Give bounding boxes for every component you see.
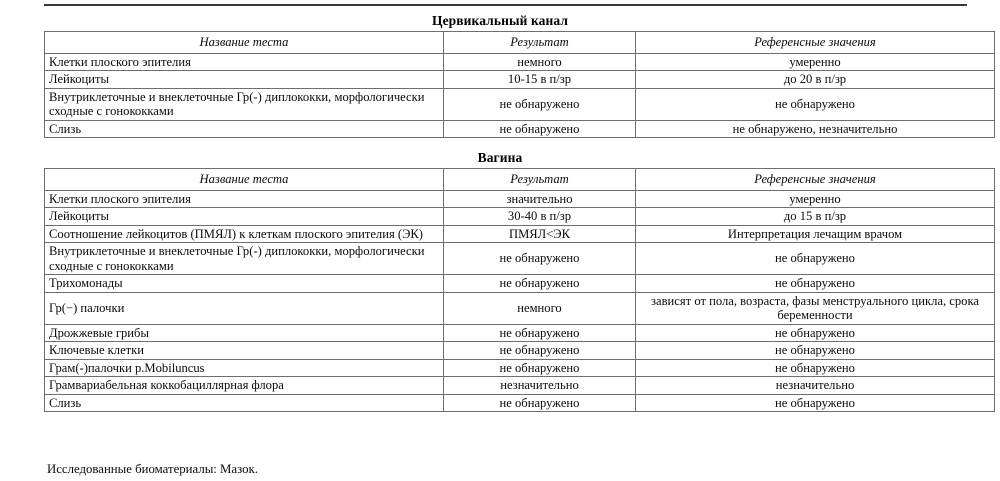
cell-result: не обнаружено [444, 275, 636, 293]
table-row [45, 53, 995, 71]
cell-result: не обнаружено [444, 394, 636, 412]
table-header-row [45, 32, 995, 54]
cell-reference: незначительно [636, 377, 995, 395]
cell-result: не обнаружено [444, 359, 636, 377]
cell-test-name: Дрожжевые грибы [45, 324, 444, 342]
cell-reference: не обнаружено [636, 324, 995, 342]
column-header-result: Результат [444, 32, 636, 54]
cell-result: не обнаружено [444, 243, 636, 275]
cell-reference: не обнаружено [636, 394, 995, 412]
cell-result: не обнаружено [444, 324, 636, 342]
cell-reference: не обнаружено [636, 342, 995, 360]
table-row [45, 359, 995, 377]
top-divider-rule [44, 4, 967, 6]
cell-reference: до 15 в п/зр [636, 208, 995, 226]
cell-test-name: Трихомонады [45, 275, 444, 293]
table-row [45, 208, 995, 226]
cell-test-name: Лейкоциты [45, 208, 444, 226]
table-header-row [45, 169, 995, 191]
section-cervical-canal [0, 13, 1000, 138]
table-body [45, 169, 995, 412]
table-row [45, 190, 995, 208]
cell-result: значительно [444, 190, 636, 208]
cell-test-name: Лейкоциты [45, 71, 444, 89]
cell-result: 10-15 в п/зр [444, 71, 636, 89]
cell-reference: не обнаружено [636, 243, 995, 275]
cell-reference: умеренно [636, 53, 995, 71]
cell-test-name: Внутриклеточные и внеклеточные Гр(-) диплококки, морфологически сходные с гонококками [45, 243, 444, 275]
table-row [45, 394, 995, 412]
table-row [45, 243, 995, 275]
cell-reference: не обнаружено [636, 275, 995, 293]
table-row [45, 342, 995, 360]
results-table-vagina [44, 168, 995, 412]
cell-test-name: Клетки плоского эпителия [45, 190, 444, 208]
table-row [45, 225, 995, 243]
cell-result: немного [444, 292, 636, 324]
column-header-test-name: Название теста [45, 169, 444, 191]
cell-result: немного [444, 53, 636, 71]
table-row [45, 88, 995, 120]
cell-test-name: Ключевые клетки [45, 342, 444, 360]
cell-reference: не обнаружено, незначительно [636, 120, 995, 138]
cell-test-name: Клетки плоского эпителия [45, 53, 444, 71]
cell-result: не обнаружено [444, 120, 636, 138]
cell-reference: не обнаружено [636, 88, 995, 120]
section-vagina [0, 150, 1000, 412]
table-row [45, 292, 995, 324]
cell-result: ПМЯЛ<ЭК [444, 225, 636, 243]
cell-test-name: Слизь [45, 394, 444, 412]
cell-result: не обнаружено [444, 342, 636, 360]
section-title-cervical-canal: Цервикальный канал [431, 13, 569, 28]
results-table-cervical-canal [44, 31, 995, 138]
column-header-reference: Референсные значения [636, 32, 995, 54]
cell-reference: умеренно [636, 190, 995, 208]
biomaterial-footer-note: Исследованные биоматериалы: Мазок. [47, 462, 258, 476]
table-body [45, 32, 995, 138]
table-row [45, 120, 995, 138]
column-header-result: Результат [444, 169, 636, 191]
cell-result: не обнаружено [444, 88, 636, 120]
cell-result: незначительно [444, 377, 636, 395]
cell-reference: зависят от пола, возраста, фазы менструального цикла, срока беременности [636, 292, 995, 324]
table-row [45, 377, 995, 395]
cell-test-name: Гр(−) палочки [45, 292, 444, 324]
column-header-reference: Референсные значения [636, 169, 995, 191]
table-row [45, 324, 995, 342]
cell-reference: не обнаружено [636, 359, 995, 377]
table-row [45, 71, 995, 89]
cell-reference: до 20 в п/зр [636, 71, 995, 89]
table-row [45, 275, 995, 293]
cell-test-name: Слизь [45, 120, 444, 138]
cell-test-name: Соотношение лейкоцитов (ПМЯЛ) к клеткам плоского эпителия (ЭК) [45, 225, 444, 243]
column-header-test-name: Название теста [45, 32, 444, 54]
section-title-vagina: Вагина [477, 150, 523, 165]
cell-test-name: Грам(-)палочки p.Mobiluncus [45, 359, 444, 377]
cell-test-name: Грамвариабельная коккобациллярная флора [45, 377, 444, 395]
cell-reference: Интерпретация лечащим врачом [636, 225, 995, 243]
cell-test-name: Внутриклеточные и внеклеточные Гр(-) диплококки, морфологически сходные с гонококками [45, 88, 444, 120]
cell-result: 30-40 в п/зр [444, 208, 636, 226]
